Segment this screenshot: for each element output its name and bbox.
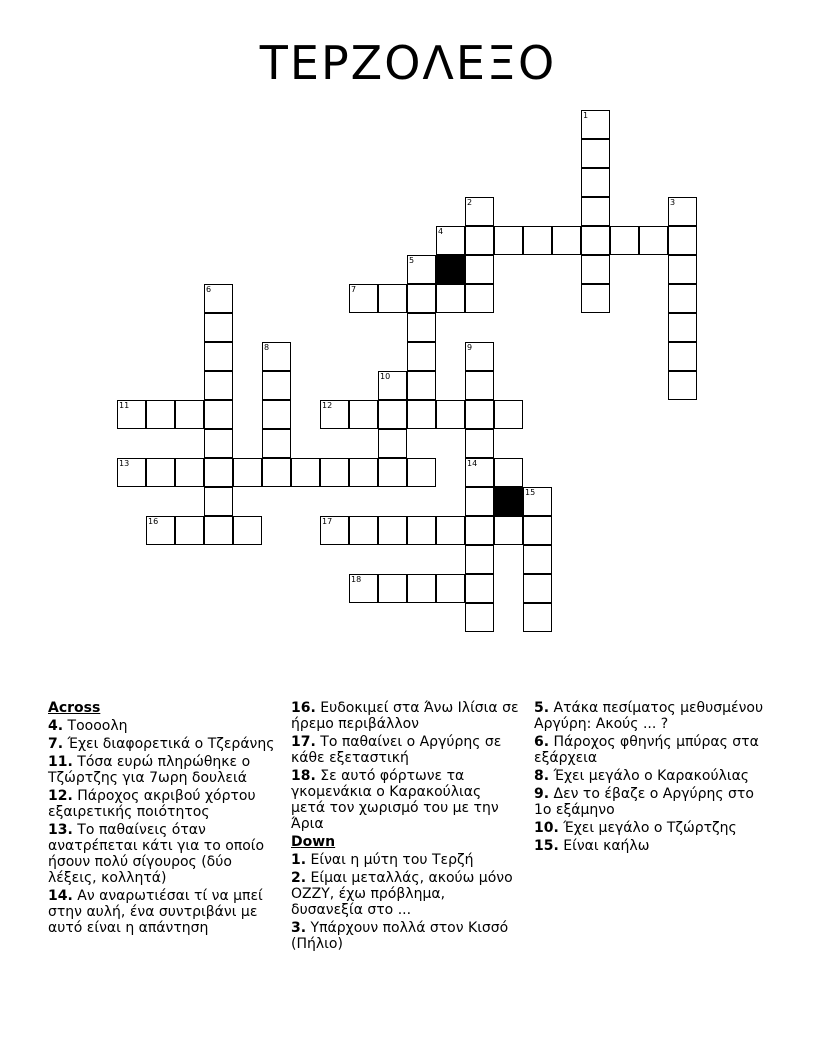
grid-cell[interactable] xyxy=(146,400,175,429)
grid-cell[interactable] xyxy=(262,429,291,458)
clue-number: 16 xyxy=(148,517,159,526)
clue-text: Υπάρχουν πολλά στον Κισσό (Πήλιο) xyxy=(291,920,509,952)
grid-cell[interactable] xyxy=(668,255,697,284)
grid-cell[interactable] xyxy=(494,458,523,487)
grid-cell[interactable] xyxy=(291,458,320,487)
down-clue-list xyxy=(291,852,519,952)
grid-cell[interactable] xyxy=(465,429,494,458)
grid-cell[interactable] xyxy=(146,458,175,487)
grid-cell[interactable] xyxy=(465,458,494,487)
grid-cell[interactable] xyxy=(349,284,378,313)
grid-cell[interactable] xyxy=(407,284,436,313)
down-clue xyxy=(534,734,774,766)
clue-text: Δεν το έβαζε ο Αργύρης στο 1ο εξάμηνο xyxy=(534,786,754,818)
down-clue xyxy=(534,820,774,836)
grid-cell[interactable] xyxy=(465,487,494,516)
grid-cell[interactable] xyxy=(494,400,523,429)
clue-num: 13. xyxy=(48,822,73,838)
clues-column-3 xyxy=(534,700,774,856)
clue-number: 5 xyxy=(409,256,415,265)
grid-cell[interactable] xyxy=(552,226,581,255)
clue-num: 10. xyxy=(534,820,559,836)
grid-cell[interactable] xyxy=(465,603,494,632)
grid-cell[interactable] xyxy=(320,516,349,545)
across-heading: Across xyxy=(48,700,101,716)
clue-num: 15. xyxy=(534,838,559,854)
across-clue xyxy=(291,700,519,732)
clue-text: Ευδοκιμεί στα Άνω Ιλίσια σε ήρεμο περιβάλλον xyxy=(291,700,519,732)
grid-cell[interactable] xyxy=(436,574,465,603)
grid-cell[interactable] xyxy=(668,197,697,226)
grid-cell[interactable] xyxy=(262,458,291,487)
grid-cell[interactable] xyxy=(668,284,697,313)
grid-cell[interactable] xyxy=(465,342,494,371)
grid-cell[interactable] xyxy=(494,516,523,545)
grid-cell[interactable] xyxy=(407,255,436,284)
across-clue xyxy=(48,754,276,786)
down-clue xyxy=(291,870,519,918)
across-clue xyxy=(48,888,276,936)
grid-cell[interactable] xyxy=(262,400,291,429)
grid-cell[interactable] xyxy=(668,313,697,342)
clue-num: 1. xyxy=(291,852,307,868)
grid-cell[interactable] xyxy=(175,516,204,545)
grid-cell[interactable] xyxy=(581,168,610,197)
clue-number: 2 xyxy=(467,198,473,207)
clue-num: 7. xyxy=(48,736,64,752)
grid-cell[interactable] xyxy=(639,226,668,255)
grid-cell[interactable] xyxy=(204,371,233,400)
clue-text: Είμαι μεταλλάς, ακούω μόνο OZZY, έχω πρόβλημα, δυσανεξία στο ... xyxy=(291,870,513,918)
clue-number: 9 xyxy=(467,343,473,352)
clue-text: Το παθαίνεις όταν ανατρέπεται κάτι για το οποίο ήσουν πολύ σίγουρος (δύο λέξεις, κολλητά) xyxy=(48,822,265,886)
grid-cell[interactable] xyxy=(436,226,465,255)
grid-cell[interactable] xyxy=(465,284,494,313)
clue-number: 14 xyxy=(467,459,478,468)
down-clue xyxy=(291,920,519,952)
clue-number: 8 xyxy=(264,343,270,352)
down-clue xyxy=(534,786,774,818)
grid-cell[interactable] xyxy=(668,342,697,371)
puzzle-title: ΤΕΡΖΟΛΕΞΟ xyxy=(259,36,557,90)
grid-cell[interactable] xyxy=(117,458,146,487)
grid-cell[interactable] xyxy=(581,139,610,168)
clue-text: Ατάκα πεσίματος μεθυσμένου Αργύρη: Ακούς ... ? xyxy=(534,700,764,732)
grid-cell[interactable] xyxy=(378,574,407,603)
grid-cell[interactable] xyxy=(204,400,233,429)
grid-cell[interactable] xyxy=(378,284,407,313)
grid-cell[interactable] xyxy=(523,516,552,545)
grid-cell[interactable] xyxy=(204,429,233,458)
grid-cell[interactable] xyxy=(465,197,494,226)
grid-cell[interactable] xyxy=(378,458,407,487)
grid-cell[interactable] xyxy=(204,313,233,342)
grid-cell[interactable] xyxy=(262,371,291,400)
grid-cell[interactable] xyxy=(523,545,552,574)
across-clue xyxy=(48,718,276,734)
grid-cell[interactable] xyxy=(407,400,436,429)
clue-num: 12. xyxy=(48,788,73,804)
clues-column-2 xyxy=(291,700,519,954)
grid-cell[interactable] xyxy=(262,342,291,371)
grid-cell[interactable] xyxy=(465,226,494,255)
clue-number: 18 xyxy=(351,575,362,584)
clue-text: Έχει μεγάλο ο Τζώρτζης xyxy=(558,820,737,836)
grid-cell[interactable] xyxy=(233,516,262,545)
grid-cell[interactable] xyxy=(320,458,349,487)
grid-cell[interactable] xyxy=(378,371,407,400)
grid-cell[interactable] xyxy=(436,516,465,545)
grid-cell[interactable] xyxy=(204,342,233,371)
clue-number: 1 xyxy=(583,111,589,120)
grid-cell[interactable] xyxy=(233,458,262,487)
clues-column-1 xyxy=(48,700,276,938)
down-clue-list-cont xyxy=(534,700,774,854)
grid-cell[interactable] xyxy=(204,458,233,487)
grid-cell[interactable] xyxy=(465,371,494,400)
grid-cell[interactable] xyxy=(581,197,610,226)
down-clue xyxy=(534,700,774,732)
down-clue xyxy=(534,838,774,854)
grid-cell[interactable] xyxy=(610,226,639,255)
grid-cell[interactable] xyxy=(320,400,349,429)
across-clue-list xyxy=(48,718,276,936)
grid-cell[interactable] xyxy=(581,226,610,255)
clue-number: 10 xyxy=(380,372,391,381)
grid-cell[interactable] xyxy=(175,458,204,487)
down-clue xyxy=(534,768,774,784)
grid-cell[interactable] xyxy=(204,487,233,516)
clue-text: Τόσα ευρώ πληρώθηκε ο Τζώρτζης για 7ωρη δουλειά xyxy=(48,754,251,786)
clue-number: 15 xyxy=(525,488,536,497)
grid-cell[interactable] xyxy=(117,400,146,429)
clue-num: 11. xyxy=(48,754,73,770)
grid-cell[interactable] xyxy=(436,284,465,313)
grid-cell[interactable] xyxy=(465,516,494,545)
clue-num: 8. xyxy=(534,768,550,784)
grid-cell[interactable] xyxy=(407,574,436,603)
across-clue-list-cont xyxy=(291,700,519,832)
grid-cell[interactable] xyxy=(407,371,436,400)
grid-cell[interactable] xyxy=(378,400,407,429)
grid-cell[interactable] xyxy=(349,400,378,429)
clue-num: 4. xyxy=(48,718,64,734)
clue-num: 14. xyxy=(48,888,73,904)
grid-cell[interactable] xyxy=(465,545,494,574)
grid-cell[interactable] xyxy=(407,313,436,342)
across-clue xyxy=(291,734,519,766)
down-clue xyxy=(291,852,519,868)
grid-cell[interactable] xyxy=(465,255,494,284)
clue-text: Πάροχος ακριβού χόρτου εξαιρετικής ποιότητος xyxy=(48,788,256,820)
clue-num: 18. xyxy=(291,768,316,784)
grid-cell[interactable] xyxy=(581,255,610,284)
clue-text: Είναι η μύτη του Τερζή xyxy=(306,852,474,868)
grid-cell[interactable] xyxy=(378,516,407,545)
grid-cell[interactable] xyxy=(523,603,552,632)
grid-cell[interactable] xyxy=(523,226,552,255)
grid-cell[interactable] xyxy=(581,284,610,313)
grid-block-cell xyxy=(494,487,523,516)
grid-cell[interactable] xyxy=(407,458,436,487)
grid-cell[interactable] xyxy=(349,574,378,603)
grid-cell[interactable] xyxy=(175,400,204,429)
clue-number: 13 xyxy=(119,459,130,468)
grid-cell[interactable] xyxy=(378,429,407,458)
clue-number: 3 xyxy=(670,198,676,207)
across-clue xyxy=(291,768,519,832)
clue-number: 4 xyxy=(438,227,444,236)
clue-num: 3. xyxy=(291,920,307,936)
grid-cell[interactable] xyxy=(668,371,697,400)
grid-cell[interactable] xyxy=(204,516,233,545)
clue-num: 16. xyxy=(291,700,316,716)
clue-number: 17 xyxy=(322,517,333,526)
across-clue xyxy=(48,736,276,752)
grid-cell[interactable] xyxy=(494,226,523,255)
grid-cell[interactable] xyxy=(349,458,378,487)
clue-text: Σε αυτό φόρτωνε τα γκομενάκια ο Καρακούλιας μετά τον χωρισμό του με την Άρια xyxy=(291,768,499,832)
clue-number: 6 xyxy=(206,285,212,294)
clue-text: Είναι καήλω xyxy=(558,838,650,854)
clue-number: 12 xyxy=(322,401,333,410)
grid-cell[interactable] xyxy=(523,487,552,516)
grid-cell[interactable] xyxy=(581,110,610,139)
grid-cell[interactable] xyxy=(146,516,175,545)
clue-number: 7 xyxy=(351,285,357,294)
grid-cell[interactable] xyxy=(407,342,436,371)
grid-cell[interactable] xyxy=(204,284,233,313)
grid-cell[interactable] xyxy=(668,226,697,255)
grid-cell[interactable] xyxy=(465,574,494,603)
clue-num: 2. xyxy=(291,870,307,886)
grid-cell[interactable] xyxy=(523,574,552,603)
grid-cell[interactable] xyxy=(465,400,494,429)
across-clue xyxy=(48,822,276,886)
clue-text: Πάροχος φθηνής μπύρας στα εξάρχεια xyxy=(534,734,759,766)
grid-cell[interactable] xyxy=(407,516,436,545)
clue-text: Έχει διαφορετικά ο Τζεράνης xyxy=(63,736,275,752)
grid-block-cell xyxy=(436,255,465,284)
across-clue xyxy=(48,788,276,820)
clue-num: 9. xyxy=(534,786,550,802)
clue-number: 11 xyxy=(119,401,130,410)
clue-text: Έχει μεγάλο ο Καρακούλιας xyxy=(549,768,750,784)
clue-text: Το παθαίνει ο Αργύρης σε κάθε εξεταστική xyxy=(291,734,502,766)
grid-cell[interactable] xyxy=(349,516,378,545)
clue-num: 17. xyxy=(291,734,316,750)
clue-text: Αν αναρωτιέσαι τί να μπεί στην αυλή, ένα συντριβάνι με αυτό είναι η απάντηση xyxy=(48,888,263,936)
down-heading: Down xyxy=(291,834,336,850)
clue-num: 6. xyxy=(534,734,550,750)
clue-text: Τοοοολη xyxy=(63,718,128,734)
clue-num: 5. xyxy=(534,700,550,716)
grid-cell[interactable] xyxy=(436,400,465,429)
